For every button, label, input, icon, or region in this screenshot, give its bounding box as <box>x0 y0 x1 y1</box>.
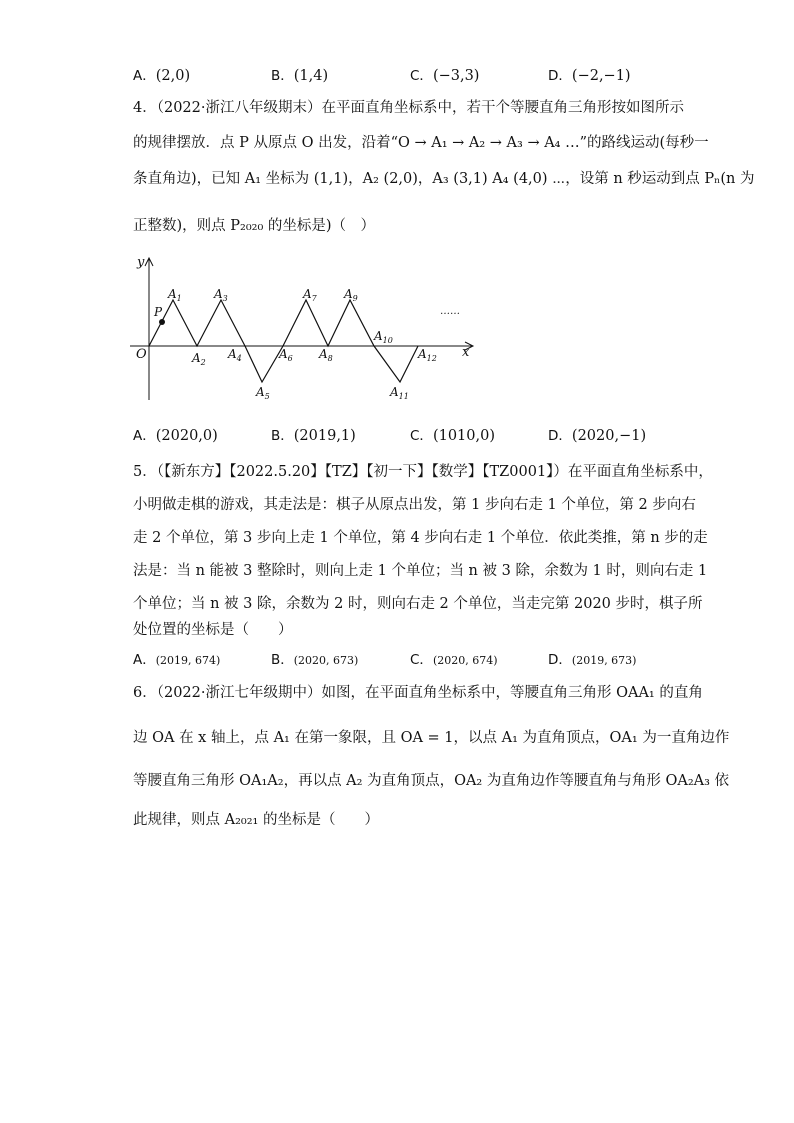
label-a9: $A_9$ <box>344 287 358 303</box>
q5-text-line-2: 小明做走棋的游戏，其走法是：棋子从原点出发，第 1 步向右走 1 个单位，第 2 步向右 <box>133 497 696 513</box>
label-a10: $A_{10}$ <box>374 329 393 345</box>
q5-text-line-6: 处位置的坐标是（ ） <box>133 622 293 638</box>
continuation-dots: …… <box>440 306 460 317</box>
label-a5: $A_5$ <box>256 385 270 401</box>
q4-choice-d[interactable]: D．(2020,−1) <box>548 428 647 444</box>
label-a11: $A_{11}$ <box>390 385 409 401</box>
q5-text-line-1: 5．（【新东方】【2022.5.20】【TZ】【初一下】【数学】【TZ0001】）在平面直角坐标系中， <box>133 464 713 480</box>
point-p <box>159 319 165 325</box>
point-p-label: P <box>154 305 163 319</box>
label-a2: $A_2$ <box>192 351 206 367</box>
y-axis-label: y <box>137 255 145 270</box>
q3-choice-a[interactable]: A．(2,0) <box>133 68 191 84</box>
label-a1: $A_1$ <box>168 287 182 303</box>
q3-choice-b[interactable]: B．(1,4) <box>271 68 329 84</box>
label-a4: $A_4$ <box>228 347 242 363</box>
q5-text-line-4: 法是：当 n 能被 3 整除时，则向上走 1 个单位；当 n 被 3 除，余数为 1 时，则向右走 1 <box>133 563 708 579</box>
label-a3: $A_3$ <box>214 287 228 303</box>
q5-choice-d[interactable]: D．(2019, 673) <box>548 652 637 668</box>
q4-figure-svg <box>128 252 488 412</box>
q3-choices <box>133 64 693 84</box>
origin-label: O <box>136 347 147 362</box>
q5-choices <box>133 648 693 668</box>
q4-choice-c[interactable]: C．(1010,0) <box>410 428 495 444</box>
q4-choice-a[interactable]: A．(2020,0) <box>133 428 218 444</box>
q5-choice-c[interactable]: C．(2020, 674) <box>410 652 498 668</box>
q4-text-line-3: 条直角边)，已知 A₁ 坐标为 (1,1)，A₂ (2,0)，A₃ (3,1) A₄ (4,0) ⋯，设第 n 秒运动到点 Pₙ(n 为 <box>133 171 755 187</box>
q6-text-line-4: 此规律，则点 A₂₀₂₁ 的坐标是（ ） <box>133 812 379 828</box>
q3-choice-d[interactable]: D．(−2,−1) <box>548 68 631 84</box>
q6-text-line-2: 边 OA 在 x 轴上，点 A₁ 在第一象限，且 OA = 1，以点 A₁ 为直角顶点，OA₁ 为一直角边作 <box>133 730 730 746</box>
label-a12: $A_{12}$ <box>418 347 437 363</box>
q4-text-line-4: 正整数)，则点 P₂₀₂₀ 的坐标是)（ ） <box>133 218 376 234</box>
q5-choice-a[interactable]: A．(2019, 674) <box>133 652 221 668</box>
q5-text-line-5: 个单位；当 n 被 3 除，余数为 2 时，则向右走 2 个单位，当走完第 2020 步时，棋子所 <box>133 596 703 612</box>
q5-choice-b[interactable]: B．(2020, 673) <box>271 652 359 668</box>
q6-text-line-3: 等腰直角三角形 OA₁A₂，再以点 A₂ 为直角顶点，OA₂ 为直角边作等腰直角与角形 OA₂A₃ 依 <box>133 773 730 789</box>
q4-choices <box>133 424 693 444</box>
q4-zigzag-figure <box>128 252 488 416</box>
q5-text-line-3: 走 2 个单位，第 3 步向上走 1 个单位，第 4 步向右走 1 个单位．依此类推，第 n 步的走 <box>133 530 708 546</box>
q4-choice-b[interactable]: B．(2019,1) <box>271 428 356 444</box>
label-a7: $A_7$ <box>303 287 317 303</box>
q3-choice-c[interactable]: C．(−3,3) <box>410 68 480 84</box>
label-a8: $A_8$ <box>319 347 333 363</box>
q4-text-line-1: 4．（2022·浙江八年级期末）在平面直角坐标系中，若干个等腰直角三角形按如图所示 <box>133 100 684 116</box>
q4-text-line-2: 的规律摆放．点 P 从原点 O 出发，沿着“O → A₁ → A₂ → A₃ → A₄ …”的路线运动(每秒一 <box>133 135 709 151</box>
q6-text-line-1: 6．（2022·浙江七年级期中）如图，在平面直角坐标系中，等腰直角三角形 OAA₁ 的直角 <box>133 685 703 701</box>
x-axis-label: x <box>462 345 470 360</box>
label-a6: $A_6$ <box>279 347 293 363</box>
